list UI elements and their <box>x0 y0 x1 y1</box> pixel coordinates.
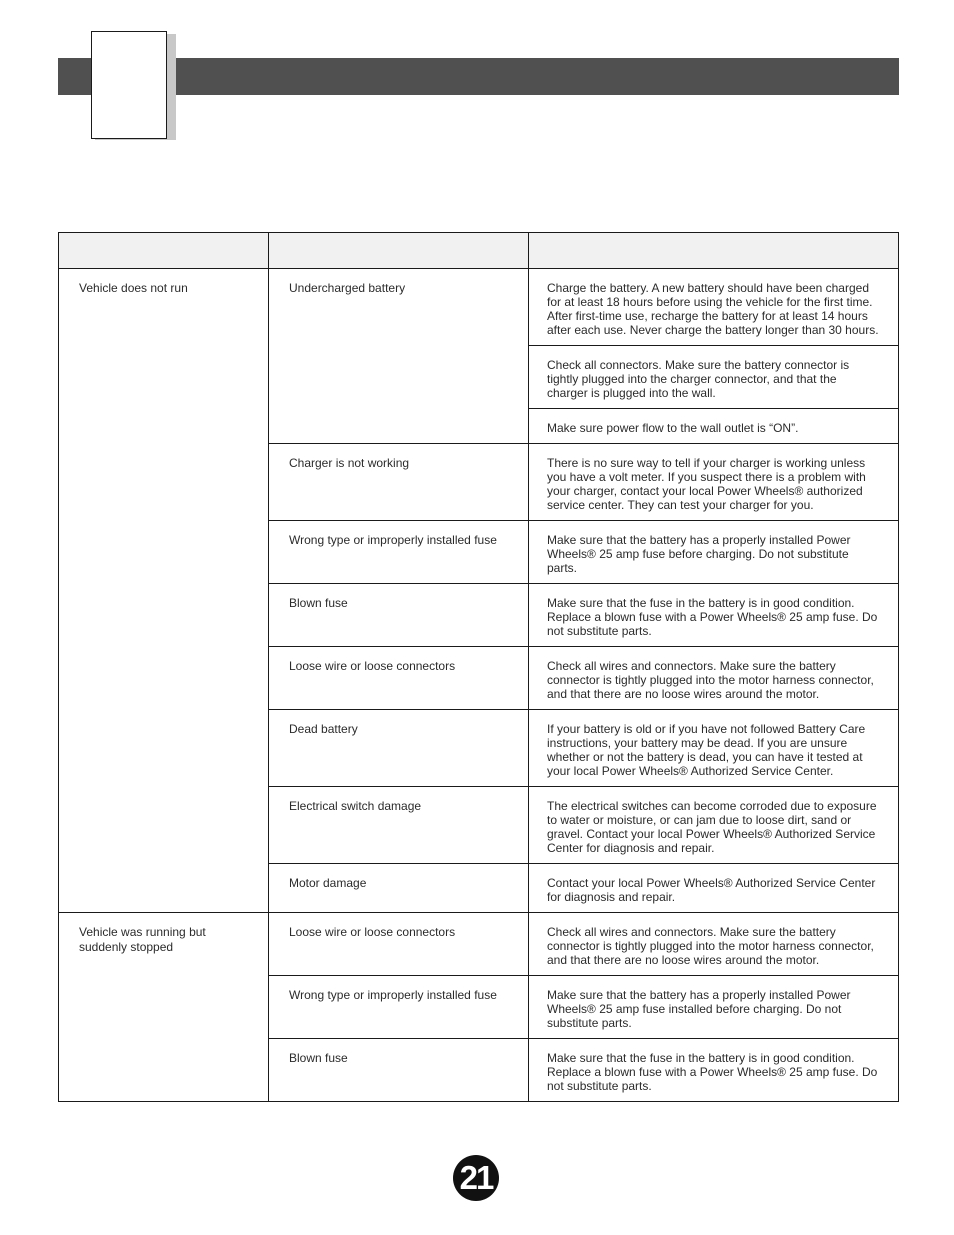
page-number: 21 <box>453 1155 499 1201</box>
cause-rows <box>269 269 898 912</box>
header-cause <box>269 233 529 268</box>
table-row <box>269 913 898 975</box>
table-row <box>269 786 898 863</box>
cause-cell: Wrong type or improperly installed fuse <box>269 976 529 1038</box>
problem-group <box>59 912 898 1101</box>
solution-list <box>529 521 898 583</box>
solution-list <box>529 913 898 975</box>
solution-cell: Make sure that the battery has a properly installed Power Wheels® 25 amp fuse before charging. Do not substitute parts. <box>547 533 851 575</box>
solution-list <box>529 1039 898 1101</box>
solution-cell: There is no sure way to tell if your charger is working unless you have a volt meter. If you suspect there is a problem with your charger, contact your local Power Wheels® authorized service center. They can test your charger for you. <box>547 456 866 512</box>
table-row <box>269 863 898 912</box>
table-row <box>269 1038 898 1101</box>
table-body <box>59 269 898 1101</box>
table-row <box>269 443 898 520</box>
solution-list <box>529 787 898 863</box>
solution-cell: Make sure that the fuse in the battery is in good condition. Replace a blown fuse with a Power Wheels® 25 amp fuse. Do not substitute parts. <box>547 1051 878 1093</box>
troubleshooting-table <box>58 232 899 1102</box>
solution-cell: Make sure that the battery has a properly installed Power Wheels® 25 amp fuse installed before charging. Do not substitute parts. <box>547 988 851 1030</box>
cause-cell: Undercharged battery <box>269 269 529 443</box>
table-header <box>59 233 898 269</box>
solution-cell: Make sure that the fuse in the battery is in good condition. Replace a blown fuse with a Power Wheels® 25 amp fuse. Do not substitute parts. <box>547 596 878 638</box>
cause-cell: Electrical switch damage <box>269 787 529 863</box>
solution-list <box>529 864 898 912</box>
header-bar <box>58 58 899 95</box>
table-row <box>269 269 898 443</box>
solution-cell: If your battery is old or if you have not followed Battery Care instructions, your battery may be dead. If you are unsure whether or not the battery is dead, you can have it tested at your local Power Wheels® Authorized Service Center. <box>547 722 866 778</box>
solution-list <box>529 584 898 646</box>
solution-list <box>529 710 898 786</box>
problem-group <box>59 269 898 912</box>
table-row <box>269 646 898 709</box>
cause-cell: Motor damage <box>269 864 529 912</box>
solution-cell: Check all connectors. Make sure the battery connector is tightly plugged into the charger connector, and that the charger is plugged into the wall. <box>529 345 898 408</box>
table-row <box>269 583 898 646</box>
table-row <box>269 975 898 1038</box>
cause-cell: Loose wire or loose connectors <box>269 913 529 975</box>
table-row <box>269 520 898 583</box>
cause-cell: Blown fuse <box>269 584 529 646</box>
solution-list <box>529 269 898 443</box>
cause-rows <box>269 913 898 1101</box>
cause-cell: Charger is not working <box>269 444 529 520</box>
solution-cell: Check all wires and connectors. Make sure the battery connector is tightly plugged into the motor harness connector, and that there are no loose wires around the motor. <box>547 659 874 701</box>
cause-cell: Loose wire or loose connectors <box>269 647 529 709</box>
solution-list <box>529 976 898 1038</box>
table-row <box>269 709 898 786</box>
cause-cell: Blown fuse <box>269 1039 529 1101</box>
problem-cell: Vehicle was running but suddenly stopped <box>59 913 269 1101</box>
solution-cell: The electrical switches can become corroded due to exposure to water or moisture, or can jam due to loose dirt, sand or gravel. Contact your local Power Wheels® Authorized Service Center for diagnosis and repair. <box>547 799 877 855</box>
problem-cell: Vehicle does not run <box>59 269 269 912</box>
solution-cell: Charge the battery. A new battery should have been charged for at least 18 hours before using the vehicle for the first time. After first-time use, recharge the battery for at least 14 hours after each use. Never charge the battery longer than 30 hours. <box>547 281 879 337</box>
header-solution <box>529 233 898 268</box>
solution-list <box>529 444 898 520</box>
section-tab <box>91 31 167 139</box>
header-problem <box>59 233 269 268</box>
solution-cell: Make sure power flow to the wall outlet is “ON”. <box>529 408 898 443</box>
cause-cell: Wrong type or improperly installed fuse <box>269 521 529 583</box>
solution-cell: Contact your local Power Wheels® Authorized Service Center for diagnosis and repair. <box>547 876 876 904</box>
solution-cell: Check all wires and connectors. Make sure the battery connector is tightly plugged into the motor harness connector, and that there are no loose wires around the motor. <box>547 925 874 967</box>
solution-list <box>529 647 898 709</box>
cause-cell: Dead battery <box>269 710 529 786</box>
